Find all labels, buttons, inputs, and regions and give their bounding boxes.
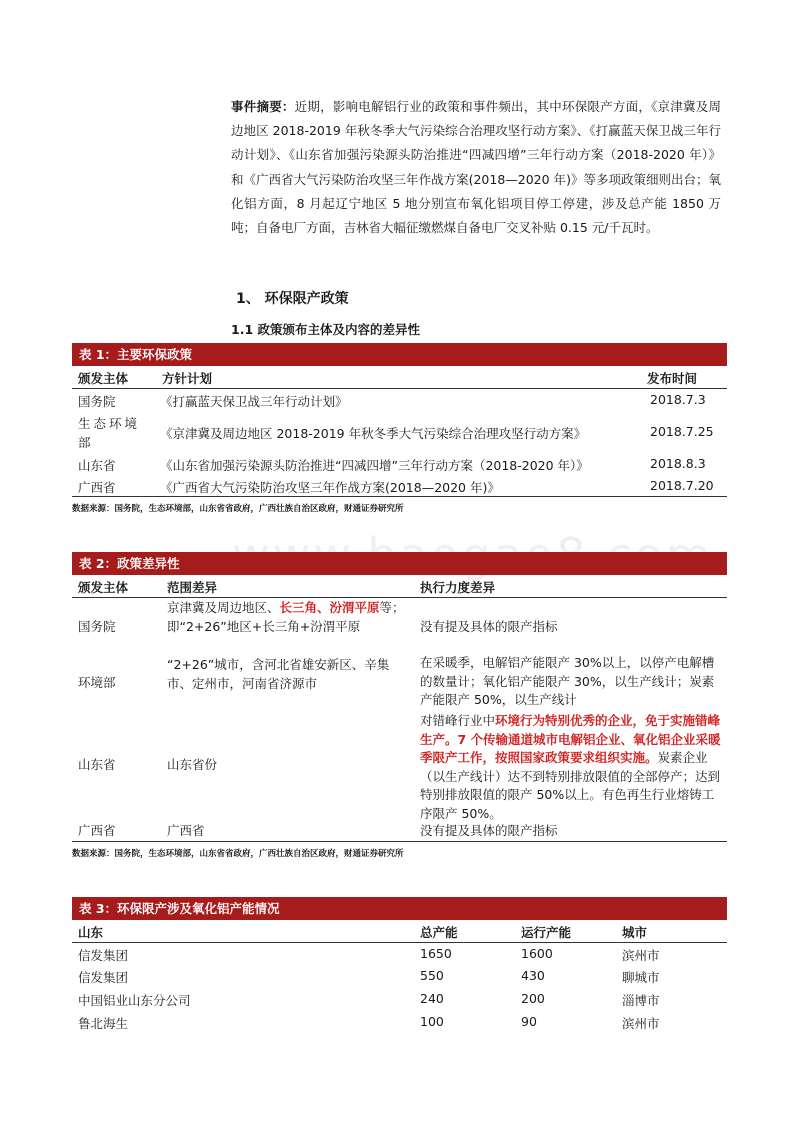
table1-issuer: 国务院 xyxy=(78,394,116,409)
table3-header-running: 运行产能 xyxy=(521,925,572,940)
scope-text-tail: 等； 即“2+26”地区+长三角+汾渭平原 xyxy=(167,600,405,634)
table3-running: 430 xyxy=(521,968,545,983)
scope-highlight: 长三角、汾渭平原 xyxy=(279,600,380,615)
subsection-heading: 1.1 政策颁布主体及内容的差异性 xyxy=(231,322,420,337)
table1-issuer: 生态环境部 xyxy=(78,416,141,450)
table1-date: 2018.8.3 xyxy=(650,456,706,471)
table3-total: 100 xyxy=(420,1014,444,1029)
table3-city: 淄博市 xyxy=(622,993,660,1008)
table3-total: 240 xyxy=(420,991,444,1006)
table3-header-region: 山东 xyxy=(78,925,104,940)
table1-source: 数据来源：国务院，生态环境部，山东省省政府，广西壮族自治区政府，财通证券研究所 xyxy=(72,504,404,514)
table3-company: 中国铝业山东分公司 xyxy=(78,993,191,1008)
table3-company: 信发集团 xyxy=(78,970,129,985)
table1-header xyxy=(72,366,727,388)
table1-plan: 《打赢蓝天保卫战三年行动计划》 xyxy=(160,394,348,409)
exec-highlight: 环境行为特别优秀的企业，免于实施错峰生产。7 个传输通道城市电解铝企业、氧化铝企业采暖季限产工作，按照国家政策要求组织实施。 xyxy=(420,713,721,765)
table2-issuer: 国务院 xyxy=(78,619,116,634)
table1-date: 2018.7.3 xyxy=(650,392,706,407)
table2-title: 表 2：政策差异性 xyxy=(72,552,727,575)
table2-source: 数据来源：国务院，生态环境部，山东省省政府，广西壮族自治区政府，财通证券研究所 xyxy=(72,849,404,859)
table3-company: 信发集团 xyxy=(78,948,129,963)
table-row xyxy=(72,965,727,987)
table2-issuer: 山东省 xyxy=(78,757,116,772)
table-row xyxy=(72,820,727,840)
table-row xyxy=(72,1011,727,1033)
table-row xyxy=(72,712,727,820)
table1-date: 2018.7.20 xyxy=(650,478,714,493)
table1-issuer: 山东省 xyxy=(78,458,116,473)
table-row xyxy=(72,943,727,965)
table3 xyxy=(72,920,727,1035)
table-row xyxy=(72,454,727,476)
table3-title: 表 3：环保限产涉及氧化铝产能情况 xyxy=(72,897,727,920)
table1-issuer: 广西省 xyxy=(78,480,116,495)
exec-text-tail: 炭素企业（以生产线计）达不到特别排放限值的全部停产；达到特别排放限值的限产 50%以上。有色再生行业熔铸工序限产 50%。 xyxy=(420,750,721,821)
table2-bottom-rule xyxy=(72,841,727,842)
table3-city: 聊城市 xyxy=(622,970,660,985)
section-heading: 1、 环保限产政策 xyxy=(236,291,349,307)
table1-plan: 《山东省加强污染源头防治推进“四减四增”三年行动方案（2018-2020 年）》 xyxy=(160,458,589,473)
table3-total: 1650 xyxy=(420,946,452,961)
table2-scope: 广西省 xyxy=(167,823,205,838)
table3-header-total: 总产能 xyxy=(420,925,458,940)
table2-exec: 没有提及具体的限产指标 xyxy=(420,619,558,634)
table2-exec xyxy=(420,712,725,823)
table1-header-plan: 方针计划 xyxy=(162,371,213,386)
table2-scope: “2+26”城市，含河北省雄安新区、辛集市、定州市，河南省济源市 xyxy=(167,657,390,691)
table-row xyxy=(72,654,727,712)
table1 xyxy=(72,366,727,495)
table3-header-city: 城市 xyxy=(622,925,648,940)
table-row xyxy=(72,413,727,453)
exec-text: 对错峰行业中 xyxy=(420,713,496,728)
table-row xyxy=(72,476,727,498)
scope-text: 京津冀及周边地区、 xyxy=(167,600,280,615)
table2-header xyxy=(72,575,727,597)
table3-city: 滨州市 xyxy=(622,948,660,963)
table2-exec: 没有提及具体的限产指标 xyxy=(420,823,558,838)
summary-text: 近期，影响电解铝行业的政策和事件频出，其中环保限产方面，《京津冀及周边地区 2018-2019 年秋冬季大气污染综合治理攻坚行动方案》、《打赢蓝天保卫战三年行动计划》、《山东省加强污染源头防治推进“四减四增”三年行动方案（2018-2020 年）》和《广西省大气污染防治攻坚三年作战方案(2018—2020 年)》等多项政策细则出台；氧化铝方面，8 月起辽宁地区 5 地分别宣布氧化铝项目停工停建，涉及总产能 1850 万吨；自备电厂方面，吉林省大幅征缴燃煤自备电厂交叉补贴 0.15 元/千瓦时。 xyxy=(231,99,721,236)
table2-issuer: 广西省 xyxy=(78,823,116,838)
table2-exec: 在采暖季，电解铝产能限产 30%以上，以停产电解槽的数量计；氧化铝产能限产 30%，以生产线计；炭素产能限产 50%，以生产线计 xyxy=(420,655,715,707)
table-row xyxy=(72,598,727,654)
table3-running: 200 xyxy=(521,991,545,1006)
table2-header-issuer: 颁发主体 xyxy=(78,580,129,595)
event-summary xyxy=(231,95,721,240)
table1-header-date: 发布时间 xyxy=(647,371,698,386)
table3-header xyxy=(72,920,727,942)
table2 xyxy=(72,575,727,840)
table3-running: 1600 xyxy=(521,946,553,961)
table2-header-exec: 执行力度差异 xyxy=(420,580,496,595)
table2-scope xyxy=(167,599,407,636)
table3-city: 滨州市 xyxy=(622,1016,660,1031)
table1-title: 表 1：主要环保政策 xyxy=(72,343,727,366)
table3-running: 90 xyxy=(521,1014,537,1029)
table1-date: 2018.7.25 xyxy=(650,424,714,439)
summary-label: 事件摘要： xyxy=(231,99,295,114)
table1-plan: 《广西省大气污染防治攻坚三年作战方案(2018—2020 年)》 xyxy=(160,480,500,495)
table2-header-scope: 范围差异 xyxy=(167,580,218,595)
table1-plan: 《京津冀及周边地区 2018-2019 年秋冬季大气污染综合治理攻坚行动方案》 xyxy=(160,426,587,441)
table2-issuer: 环境部 xyxy=(78,675,116,690)
table-row xyxy=(72,988,727,1010)
table-row xyxy=(72,389,727,411)
table2-scope: 山东省份 xyxy=(167,757,218,772)
table3-company: 鲁北海生 xyxy=(78,1016,129,1031)
table1-header-issuer: 颁发主体 xyxy=(78,371,129,386)
table3-total: 550 xyxy=(420,968,444,983)
table1-bottom-rule xyxy=(72,496,727,497)
